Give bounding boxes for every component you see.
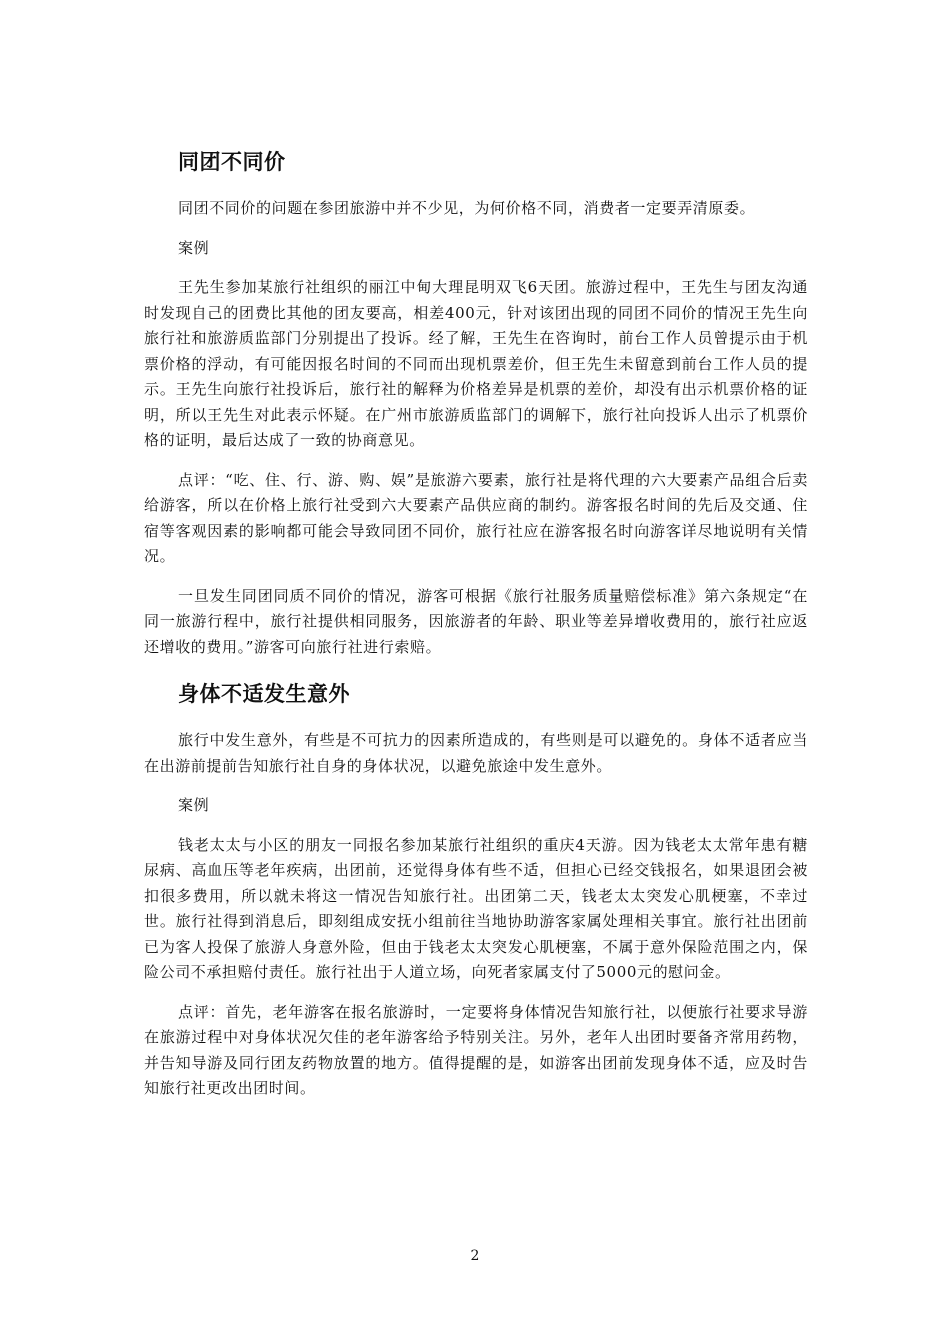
- case-paragraph: 王先生参加某旅行社组织的丽江中甸大理昆明双飞6天团。旅游过程中，王先生与团友沟通时发现自己的团费比其他的团友要高，相差400元，针对该团出现的同团不同价的情况王先生向旅行社和旅游质监部门分别提出了投诉。经了解，王先生在咨询时，前台工作人员曾提示由于机票价格的浮动，有可能因报名时间的不同而出现机票差价，但王先生未留意到前台工作人员的提示。王先生向旅行社投诉后，旅行社的解释为价格差异是机票的差价，却没有出示机票价格的证明，所以王先生对此表示怀疑。在广州市旅游质监部门的调解下，旅行社向投诉人出示了机票价格的证明，最后达成了一致的协商意见。: [144, 278, 808, 449]
- page-number: 2: [470, 1248, 480, 1264]
- document-page: [144, 140, 808, 1102]
- case-label: 案例: [178, 796, 210, 814]
- intro-paragraph: 旅行中发生意外，有些是不可抗力的因素所造成的，有些则是可以避免的。身体不适者应当在出游前提前告知旅行社自身的身体状况，以避免旅途中发生意外。: [144, 731, 808, 775]
- comment-paragraph: 点评：首先，老年游客在报名旅游时，一定要将身体情况告知旅行社，以便旅行社要求导游在旅游过程中对身体状况欠佳的老年游客给予特别关注。另外，老年人出团时要备齐常用药物，并告知导游及同行团友药物放置的地方。值得提醒的是，如游客出团前发现身体不适，应及时告知旅行社更改出团时间。: [144, 1002, 808, 1097]
- intro-paragraph: 同团不同价的问题在参团旅游中并不少见，为何价格不同，消费者一定要弄清原委。: [178, 199, 756, 217]
- case-label: 案例: [178, 238, 210, 257]
- comment-paragraph: 点评：“吃、住、行、游、购、娱”是旅游六要素，旅行社是将代理的六大要素产品组合后卖给游客，所以在价格上旅行社受到六大要素产品供应商的制约。游客报名时间的先后及交通、住宿等客观因素的影响都可能会导致同团不同价，旅行社应在游客报名时向游客详尽地说明有关情况。: [144, 470, 808, 565]
- claim-paragraph: 一旦发生同团同质不同价的情况，游客可根据《旅行社服务质量赔偿标准》第六条规定“在同一旅游行程中，旅行社提供相同服务，因旅游者的年龄、职业等差异增收费用的，旅行社应返还增收的费用。”游客可向旅行社进行索赔。: [144, 586, 808, 656]
- case-paragraph: 钱老太太与小区的朋友一同报名参加某旅行社组织的重庆4天游。因为钱老太太常年患有糖尿病、高血压等老年疾病，出团前，还觉得身体有些不适，但担心已经交钱报名，如果退团会被扣很多费用，所以就未将这一情况告知旅行社。出团第二天，钱老太太突发心肌梗塞，不幸过世。旅行社得到消息后，即刻组成安抚小组前往当地协助游客家属处理相关事宜。旅行社出团前已为客人投保了旅游人身意外险，但由于钱老太太突发心肌梗塞，不属于意外保险范围之内，保险公司不承担赔付责任。旅行社出于人道立场，向死者家属支付了5000元的慰问金。: [144, 835, 808, 981]
- section-heading-health-accident: 身体不适发生意外: [178, 682, 350, 706]
- section-heading-same-tour-different-price: 同团不同价: [178, 150, 286, 174]
